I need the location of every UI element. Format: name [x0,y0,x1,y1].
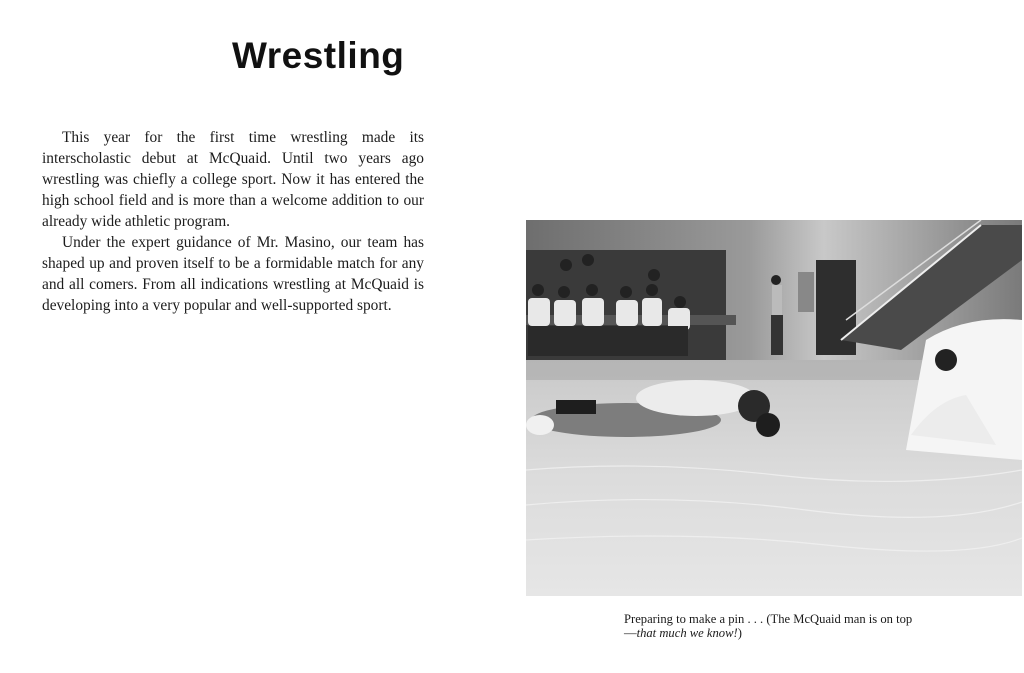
page-title: Wrestling [232,35,405,76]
caption-italic: that much we know! [636,626,738,640]
caption-close: ) [737,626,742,640]
article-body [42,127,424,316]
caption-text: Preparing to make a pin . . . (The McQuaid man is on top [624,612,913,626]
photo-caption [624,612,924,640]
wrestling-photo [526,220,1022,596]
caption-dash: — [624,626,637,640]
paragraph-1: This year for the first time wrestling made its interscholastic debut at McQuaid. Until two years ago wrestling was chiefly a college sport. Now it has entered the high school field and is more than a welcome addition to our already wide athletic program. [42,129,424,230]
paragraph-2: Under the expert guidance of Mr. Masino, our team has shaped up and proven itself to be a formidable match for any and all comers. From all indications wrestling at McQuaid is developing into a very popular and well-supported sport. [42,234,424,314]
